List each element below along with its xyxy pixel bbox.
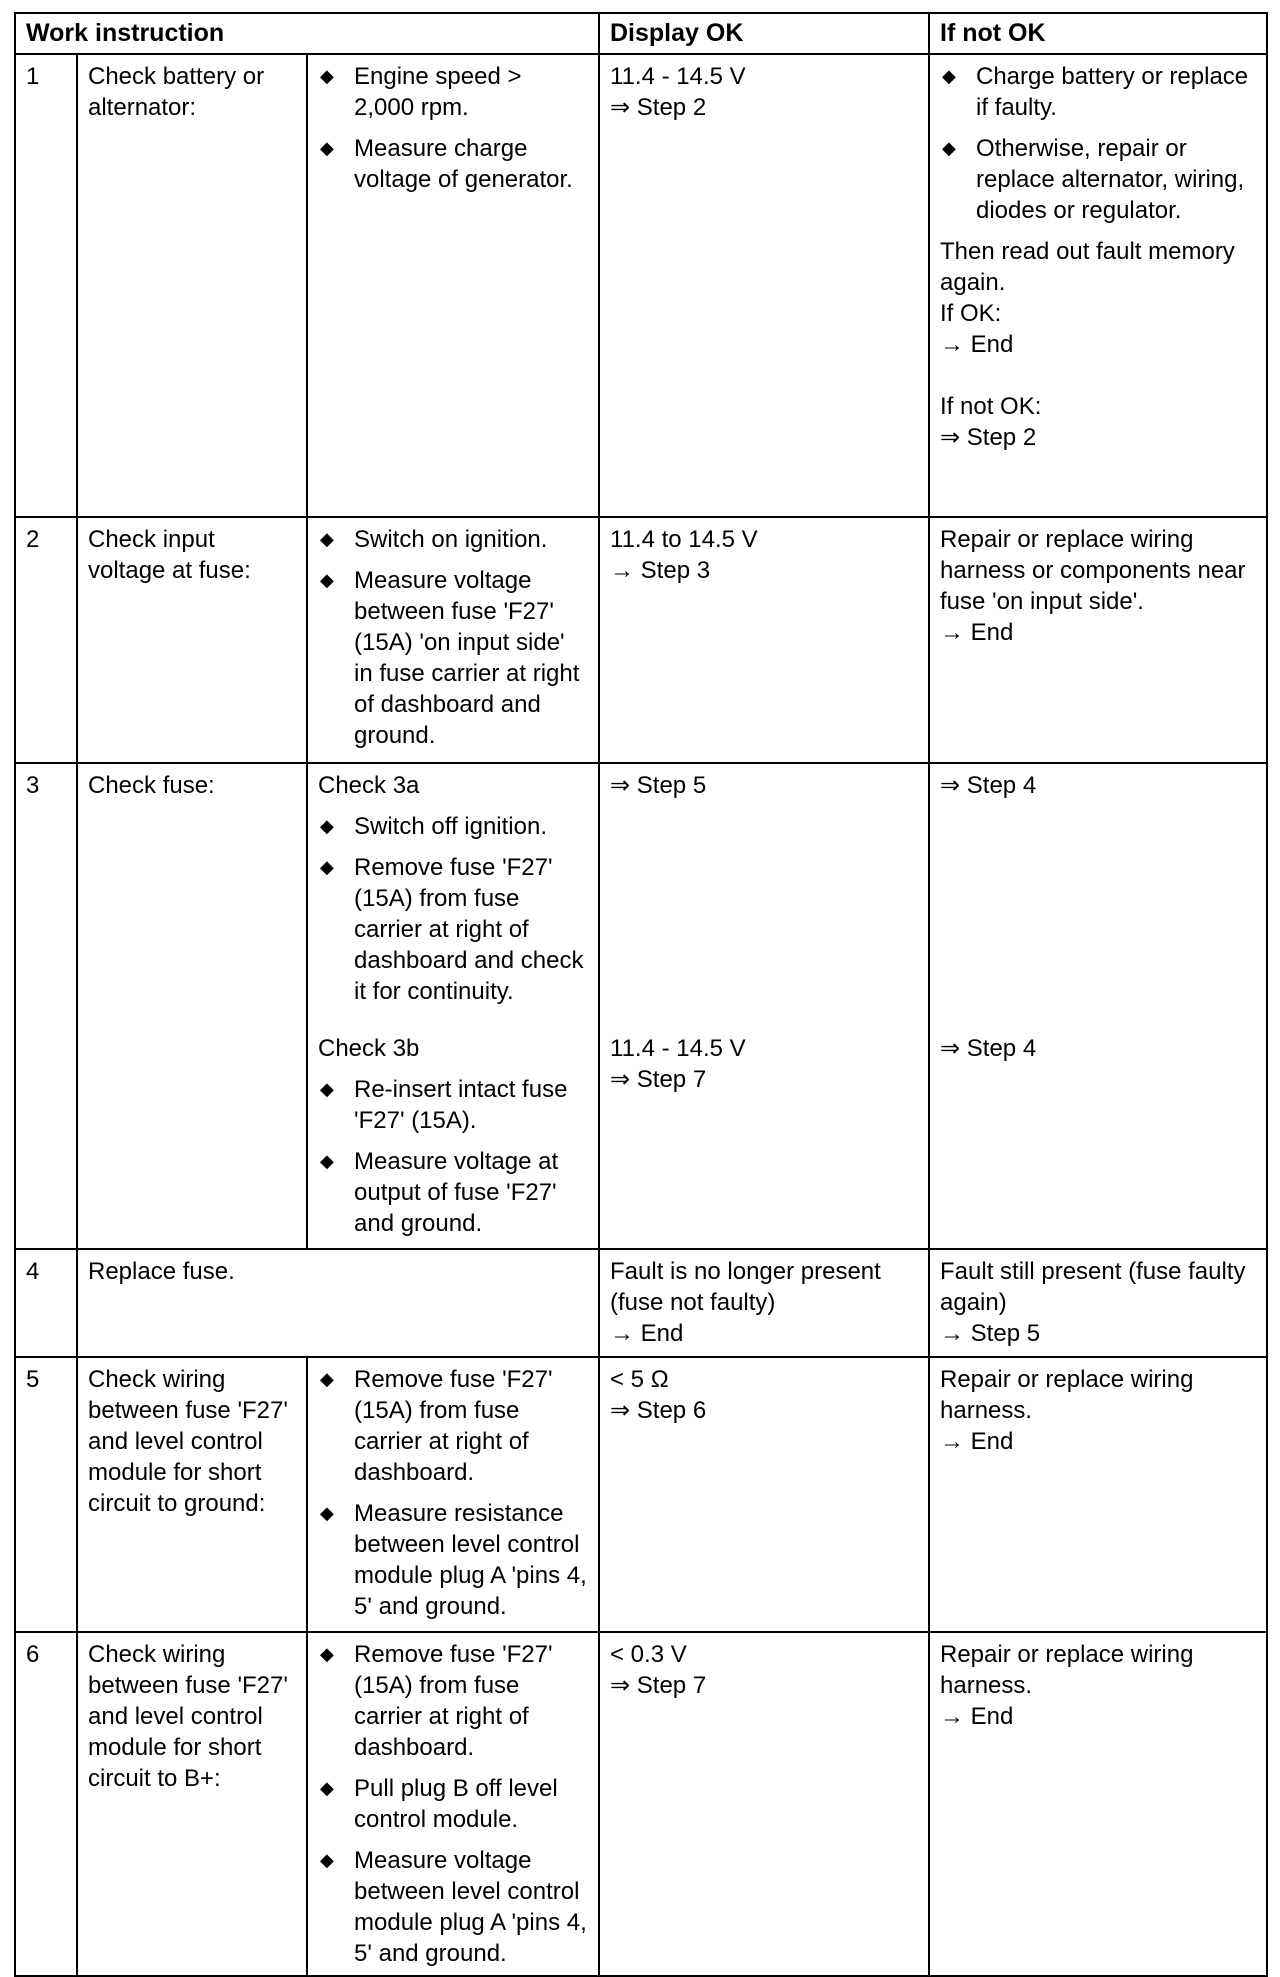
list-item: ◆ Re-insert intact fuse 'F27' (15A). (320, 1076, 568, 1134)
display-next-step: ⇒ Step 7 (610, 1066, 707, 1093)
display-next-step: ⇒ Step 6 (610, 1397, 707, 1424)
list-item: ◆ Measure voltage between fuse 'F27' (15A) 'on input side' in fuse carrier at right of dashboard and ground. (320, 567, 580, 749)
step-number: 3 (15, 763, 77, 1249)
step-title: Check battery or alternator: (77, 54, 307, 517)
step-instructions (307, 54, 599, 517)
list-item: ◆ Switch off ignition. (320, 813, 547, 840)
bullet-diamond-icon: ◆ (320, 1778, 334, 1798)
display-value: 11.4 to 14.5 V (610, 526, 758, 553)
display-value: < 5 Ω (610, 1366, 669, 1393)
table-row (15, 1249, 1267, 1357)
bullet-diamond-icon: ◆ (320, 1151, 334, 1171)
not-ok-text: Repair or replace wiring harness or components near fuse 'on input side'. (940, 526, 1246, 615)
display-value: < 0.3 V (610, 1641, 687, 1668)
bullet-diamond-icon: ◆ (320, 529, 334, 549)
not-ok-cell (929, 54, 1267, 517)
display-ok-cell (599, 54, 929, 517)
list-item: ◆ Pull plug B off level control module. (320, 1775, 558, 1833)
list-item: ◆ Measure resistance between level control module plug A 'pins 4, 5' and ground. (320, 1500, 587, 1620)
not-ok-next-step: ⇒ Step 2 (940, 424, 1037, 451)
step-number: 2 (15, 517, 77, 763)
list-item: ◆ Otherwise, repair or replace alternator, wiring, diodes or regulator. (942, 135, 1245, 224)
list-item: ◆ Measure voltage at output of fuse 'F27' and ground. (320, 1148, 559, 1237)
list-item: ◆ Remove fuse 'F27' (15A) from fuse carrier at right of dashboard. (320, 1366, 553, 1486)
not-ok-next-step: → End (940, 1428, 1014, 1455)
step-instructions (307, 517, 599, 763)
bullet-diamond-icon: ◆ (320, 857, 334, 877)
not-ok-text: Repair or replace wiring harness. (940, 1366, 1194, 1424)
step-title: Check wiring between fuse 'F27' and level control module for short circuit to B+: (77, 1632, 307, 1976)
display-next-step: ⇒ Step 2 (610, 94, 707, 121)
list-item: ◆ Engine speed > 2,000 rpm. (320, 63, 522, 121)
bullet-diamond-icon: ◆ (942, 138, 956, 158)
table-row (15, 763, 1267, 1027)
display-value: Fault is no longer present (fuse not faulty) (610, 1258, 881, 1316)
bullet-diamond-icon: ◆ (320, 1644, 334, 1664)
step-instructions-3a (307, 763, 599, 1027)
display-ok-cell (599, 1632, 929, 1976)
display-next-step: → Step 3 (610, 557, 711, 584)
not-ok-next-step: → Step 5 (940, 1320, 1041, 1347)
not-ok-text: Repair or replace wiring harness. (940, 1641, 1194, 1699)
display-ok-cell (599, 1027, 929, 1249)
table-header-row (15, 13, 1267, 54)
check-label: Check 3a (318, 772, 420, 799)
not-ok-text: Fault still present (fuse faulty again) (940, 1258, 1246, 1316)
list-item: ◆ Measure charge voltage of generator. (320, 135, 573, 193)
table-row (15, 1357, 1267, 1632)
work-instruction-table-page (14, 12, 1266, 1977)
not-ok-cell (929, 1027, 1267, 1249)
display-next-step: ⇒ Step 7 (610, 1672, 707, 1699)
display-next-step: → End (610, 1320, 684, 1347)
bullet-diamond-icon: ◆ (320, 1079, 334, 1099)
step-title: Check wiring between fuse 'F27' and level control module for short circuit to ground: (77, 1357, 307, 1632)
not-ok-text: If not OK: (940, 393, 1042, 420)
not-ok-next-step: → End (940, 619, 1014, 646)
not-ok-next-step: → End (940, 1703, 1014, 1730)
bullet-diamond-icon: ◆ (320, 570, 334, 590)
list-item: ◆ Charge battery or replace if faulty. (942, 63, 1249, 121)
step-number: 6 (15, 1632, 77, 1976)
display-value: 11.4 - 14.5 V (610, 63, 746, 90)
header-if-not-ok: If not OK (929, 13, 1267, 54)
display-ok-cell (599, 1357, 929, 1632)
bullet-diamond-icon: ◆ (942, 66, 956, 86)
bullet-diamond-icon: ◆ (320, 816, 334, 836)
list-item: ◆ Measure voltage between level control module plug A 'pins 4, 5' and ground. (320, 1847, 587, 1967)
table-row (15, 54, 1267, 517)
bullet-diamond-icon: ◆ (320, 138, 334, 158)
table-row (15, 1632, 1267, 1976)
not-ok-cell (929, 1357, 1267, 1632)
list-item: ◆ Remove fuse 'F27' (15A) from fuse carrier at right of dashboard and check it for continuity. (320, 854, 584, 1005)
display-ok-cell (599, 1249, 929, 1357)
step-number: 1 (15, 54, 77, 517)
step-title: Check input voltage at fuse: (77, 517, 307, 763)
not-ok-cell (929, 1249, 1267, 1357)
header-display-ok: Display OK (599, 13, 929, 54)
header-work-instruction: Work instruction (15, 13, 599, 54)
display-next-step: ⇒ Step 5 (610, 772, 707, 799)
step-title: Check fuse: (77, 763, 307, 1249)
list-item: ◆ Switch on ignition. (320, 526, 548, 553)
table-row (15, 517, 1267, 763)
not-ok-cell (929, 1632, 1267, 1976)
bullet-diamond-icon: ◆ (320, 66, 334, 86)
step-number: 4 (15, 1249, 77, 1357)
list-item: ◆ Remove fuse 'F27' (15A) from fuse carrier at right of dashboard. (320, 1641, 553, 1761)
not-ok-text: Then read out fault memory again. (940, 238, 1235, 296)
step-title: Replace fuse. (77, 1249, 599, 1357)
not-ok-next-step: ⇒ Step 4 (940, 1035, 1037, 1062)
step-instructions-3b (307, 1027, 599, 1249)
step-number: 5 (15, 1357, 77, 1632)
step-instructions (307, 1357, 599, 1632)
display-ok-cell (599, 763, 929, 1027)
not-ok-text: If OK: (940, 300, 1002, 327)
not-ok-next-step: → End (940, 331, 1014, 358)
not-ok-cell (929, 517, 1267, 763)
not-ok-cell (929, 763, 1267, 1027)
bullet-diamond-icon: ◆ (320, 1369, 334, 1389)
display-value: 11.4 - 14.5 V (610, 1035, 746, 1062)
bullet-diamond-icon: ◆ (320, 1503, 334, 1523)
not-ok-next-step: ⇒ Step 4 (940, 772, 1037, 799)
work-instruction-table (14, 12, 1268, 1977)
check-label: Check 3b (318, 1035, 420, 1062)
step-instructions (307, 1632, 599, 1976)
display-ok-cell (599, 517, 929, 763)
bullet-diamond-icon: ◆ (320, 1850, 334, 1870)
